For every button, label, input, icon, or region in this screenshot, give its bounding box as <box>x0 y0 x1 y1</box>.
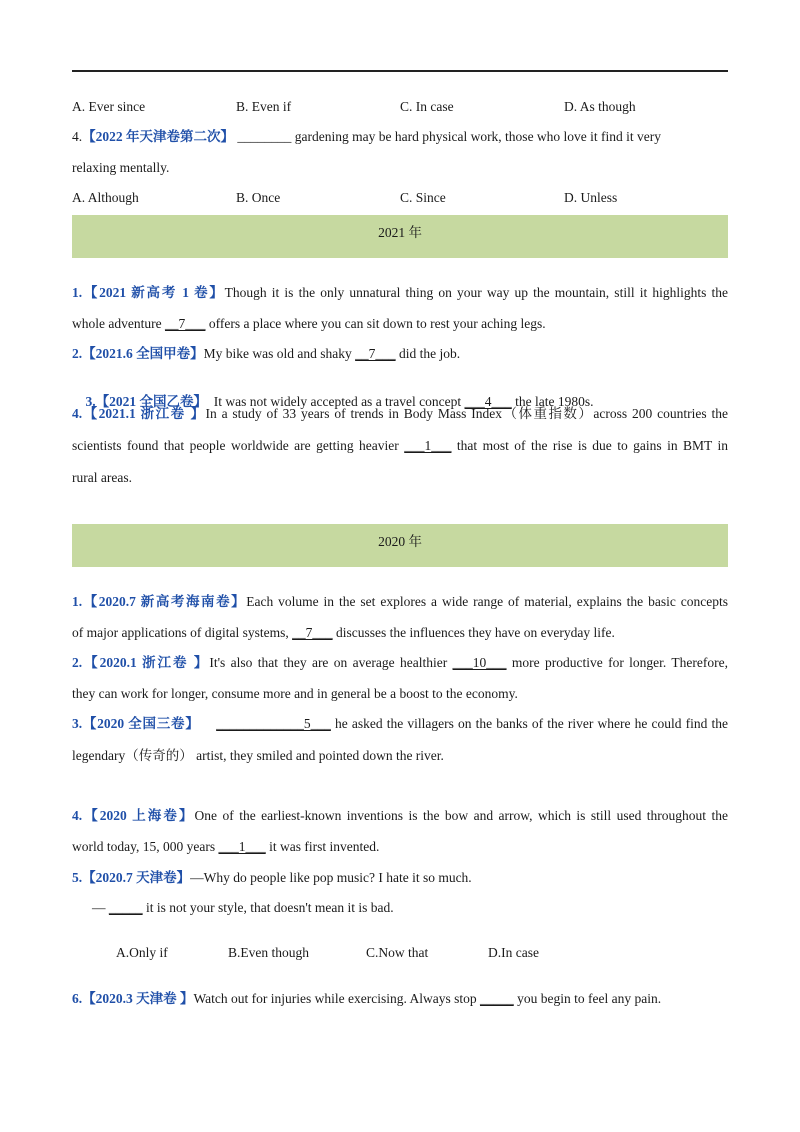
text-segment: it is not your style, that doesn't mean it is bad. <box>142 900 394 915</box>
question-text-line: legendary（传奇的） artist, they smiled and pointed down the river. <box>72 748 444 763</box>
blank: _____ <box>108 900 143 915</box>
question-number: 4. <box>72 406 83 421</box>
blank: __7___ <box>355 346 396 361</box>
question-number: 2. <box>72 346 83 361</box>
question-text: Though it is the only unnatural thing on your way up the mountain, still it highlights the <box>224 285 728 300</box>
question-2021-2 <box>72 345 728 363</box>
question-2020-1 <box>72 593 728 611</box>
option-c: C. In case <box>400 99 454 114</box>
text-segment: — <box>92 900 109 915</box>
question-text: In a study of 33 years of trends in Body Mass Index（体重指数）across 200 countries the <box>205 406 728 421</box>
option-d: D. Unless <box>564 190 618 205</box>
question-text-line <box>72 838 728 856</box>
section-band-2020 <box>72 524 728 567</box>
question-text: —Why do people like pop music? I hate it so much. <box>190 870 472 885</box>
text-segment: you begin to feel any pain. <box>513 991 662 1006</box>
text-segment: scientists found that people worldwide are getting heavier <box>72 438 405 453</box>
question-number: 4. <box>72 129 83 144</box>
text-segment: My bike was old and shaky <box>203 346 356 361</box>
blank: ___1___ <box>404 438 452 453</box>
text-segment: discusses the influences they have on everyday life. <box>332 625 615 640</box>
source-tag: 【2021 新高考 1 卷】 <box>82 285 225 300</box>
text-segment: of major applications of digital systems, <box>72 625 293 640</box>
blank: ___1___ <box>218 839 266 854</box>
blank: ___4___ <box>464 394 512 409</box>
question-text: Each volume in the set explores a wide range of material, explains the basic concepts <box>246 594 728 609</box>
text-segment: it was first invented. <box>265 839 380 854</box>
question-number: 2. <box>72 655 83 670</box>
text-segment: It was not widely accepted as a travel concept <box>207 394 465 409</box>
text-segment: the late 1980s. <box>511 394 594 409</box>
option-d: D. As though <box>564 99 636 114</box>
option-b: B. Once <box>236 190 281 205</box>
source-tag: 【2020 全国三卷】 <box>82 716 200 731</box>
option-c: C. Since <box>400 190 446 205</box>
blank: ________ <box>237 129 292 144</box>
section-title: 2020 年 <box>378 534 422 549</box>
section-band-2021 <box>72 215 728 258</box>
question-2020-6 <box>72 990 728 1008</box>
question-number: 4. <box>72 808 83 823</box>
blank: ___10___ <box>452 655 507 670</box>
question-text-line <box>92 899 748 917</box>
text-segment: whole adventure <box>72 316 165 331</box>
question-number: 1. <box>72 285 83 300</box>
question-2020-3 <box>72 715 728 733</box>
option-c: C.Now that <box>366 945 429 960</box>
question-text-line <box>72 437 728 455</box>
text-segment: that most of the rise is due to gains in BMT in <box>451 438 729 453</box>
option-b: B. Even if <box>236 99 292 114</box>
question-text-line <box>72 624 728 642</box>
question-2020-4 <box>72 807 728 825</box>
option-d: D.In case <box>488 945 539 960</box>
question-text-line: relaxing mentally. <box>72 160 170 175</box>
source-tag: 【2020.7 新高考海南卷】 <box>82 594 247 609</box>
option-a: A. Although <box>72 190 139 205</box>
source-tag: 【2021.6 全国甲卷】 <box>82 346 204 361</box>
source-tag: 【2021 全国乙卷】 <box>95 394 207 409</box>
question-text-line: rural areas. <box>72 470 132 485</box>
text-segment: did the job. <box>395 346 461 361</box>
question-text: gardening may be hard physical work, those who love it find it very <box>291 129 662 144</box>
text-segment: he asked the villagers on the banks of the river where he could find the <box>330 716 729 731</box>
question-text-line <box>72 315 728 333</box>
blank: _____ <box>479 991 514 1006</box>
question-number: 6. <box>72 991 83 1006</box>
source-tag: 【2020.1 浙江卷 】 <box>82 655 210 670</box>
header-rule <box>72 70 728 72</box>
source-tag: 【2020.3 天津卷 】 <box>82 991 194 1006</box>
source-tag: 【2021.1 浙江卷 】 <box>82 406 206 421</box>
source-tag: 【2020.7 天津卷】 <box>82 870 191 885</box>
text-segment: world today, 15, 000 years <box>72 839 219 854</box>
question-2020-2 <box>72 654 728 672</box>
text-segment: Watch out for injuries while exercising. Always stop <box>193 991 480 1006</box>
blank: __7___ <box>164 316 206 331</box>
source-tag: 【2020 上海卷】 <box>82 808 195 823</box>
text-segment: It's also that they are on average healthier <box>209 655 453 670</box>
question-number: 5. <box>72 870 83 885</box>
option-a: A.Only if <box>116 945 168 960</box>
question-2021-4 <box>72 405 728 423</box>
option-b: B.Even though <box>228 945 309 960</box>
question-number: 3. <box>85 394 96 409</box>
question-2021-1 <box>72 284 728 302</box>
section-title: 2021 年 <box>378 225 422 240</box>
source-tag: 【2022 年天津卷第二次】 <box>82 129 234 144</box>
question-text: One of the earliest-known inventions is the bow and arrow, which is still used throughout the <box>194 808 728 823</box>
blank: _____________5___ <box>216 716 331 731</box>
option-a: A. Ever since <box>72 99 146 114</box>
question-2020-5 <box>72 869 728 887</box>
question-number: 1. <box>72 594 83 609</box>
text-segment: more productive for longer. Therefore, <box>506 655 728 670</box>
blank: __7___ <box>292 625 333 640</box>
question-2022-4 <box>72 128 728 146</box>
question-text-line: they can work for longer, consume more and in general be a boost to the economy. <box>72 686 518 701</box>
text-segment: offers a place where you can sit down to rest your aching legs. <box>205 316 546 331</box>
question-number: 3. <box>72 716 83 731</box>
